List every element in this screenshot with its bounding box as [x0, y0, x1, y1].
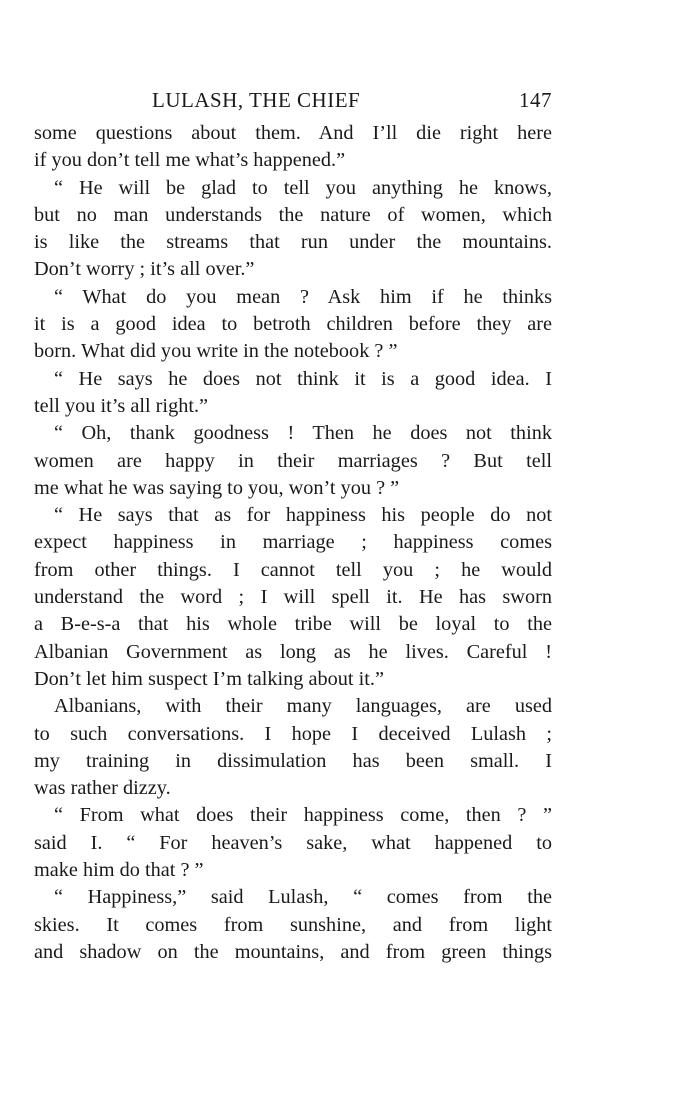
- text-line: is like the streams that run under the mountains.: [34, 231, 552, 254]
- text-line: but no man understands the nature of women, which: [34, 203, 552, 226]
- text-line: Albanians, with their many languages, are used: [54, 695, 552, 718]
- text-line: expect happiness in marriage ; happiness comes: [34, 531, 552, 554]
- chapter-title: LULASH, THE CHIEF: [152, 88, 361, 112]
- text-line: born. What did you write in the notebook ? ”: [34, 340, 398, 363]
- running-head: [34, 88, 552, 118]
- text-line: from other things. I cannot tell you ; he would: [34, 558, 552, 581]
- text-line: “ He says he does not think it is a good idea. I: [54, 367, 552, 390]
- text-line: make him do that ? ”: [34, 859, 204, 882]
- text-line: Albanian Government as long as he lives. Careful !: [34, 640, 552, 663]
- text-line: Don’t let him suspect I’m talking about it.”: [34, 667, 384, 690]
- text-line: skies. It comes from sunshine, and from light: [34, 913, 552, 936]
- text-line: a B-e-s-a that his whole tribe will be loyal to the: [34, 613, 552, 636]
- text-line: and shadow on the mountains, and from green things: [34, 940, 552, 963]
- text-line: understand the word ; I will spell it. He has sworn: [34, 586, 552, 609]
- body-text: [34, 120, 552, 966]
- text-line: tell you it’s all right.”: [34, 394, 209, 417]
- text-line: some questions about them. And I’ll die right here: [34, 122, 552, 144]
- text-line: women are happy in their marriages ? But tell: [34, 449, 552, 472]
- text-line: my training in dissimulation has been small. I: [34, 749, 552, 772]
- text-line: “ Happiness,” said Lulash, “ comes from the: [54, 886, 552, 909]
- text-line: me what he was saying to you, won’t you ? ”: [34, 476, 400, 499]
- text-line: to such conversations. I hope I deceived Lulash ;: [34, 722, 552, 745]
- text-line: said I. “ For heaven’s sake, what happened to: [34, 831, 552, 854]
- text-line: Don’t worry ; it’s all over.”: [34, 258, 255, 281]
- text-line: “ Oh, thank goodness ! Then he does not think: [54, 422, 552, 445]
- page-number: 147: [519, 88, 552, 112]
- text-line: “ He says that as for happiness his people do not: [54, 504, 552, 527]
- text-line: “ What do you mean ? Ask him if he thinks: [54, 285, 552, 308]
- text-line: was rather dizzy.: [34, 777, 171, 800]
- text-line: “ He will be glad to tell you anything he knows,: [54, 176, 552, 199]
- text-line: it is a good idea to betroth children before they are: [34, 313, 552, 336]
- book-page: [34, 88, 552, 966]
- text-line: if you don’t tell me what’s happened.”: [34, 149, 346, 172]
- text-line: “ From what does their happiness come, then ? ”: [54, 804, 552, 827]
